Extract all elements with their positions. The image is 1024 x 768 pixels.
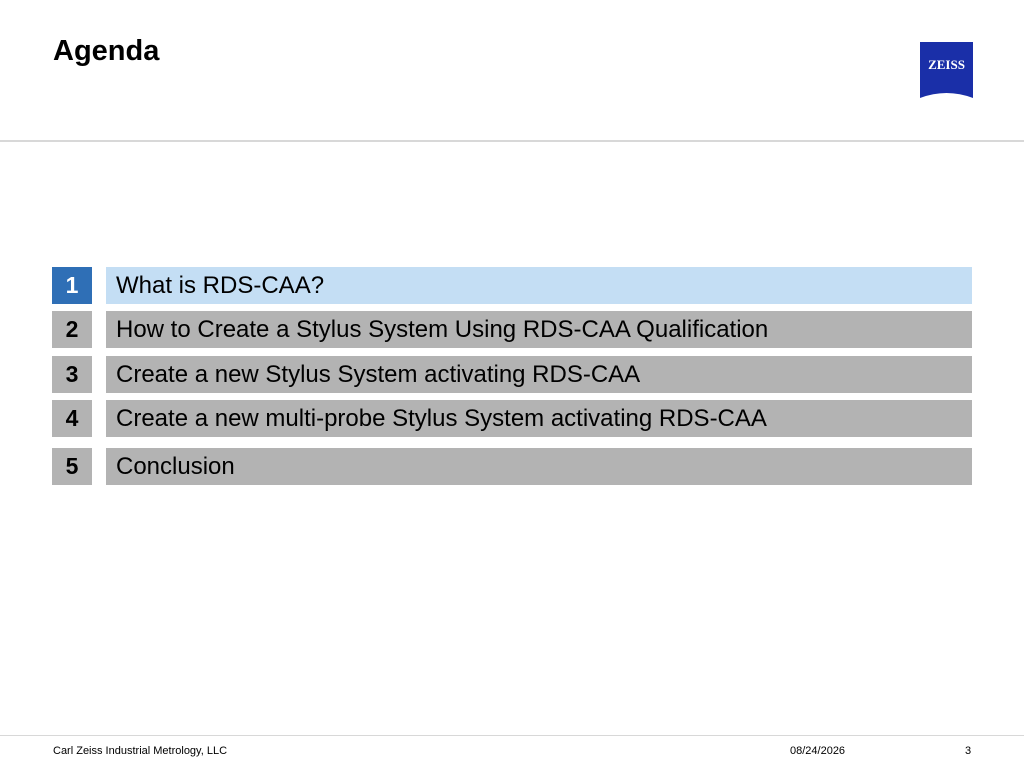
footer-date: 08/24/2026 bbox=[790, 745, 846, 757]
agenda-item-number: 5 bbox=[52, 448, 92, 485]
page-number: 3 bbox=[965, 745, 972, 757]
agenda-item-4[interactable] bbox=[52, 400, 972, 437]
header-divider bbox=[0, 140, 1024, 142]
agenda-item-number: 3 bbox=[52, 356, 92, 393]
slide-title: Agenda bbox=[53, 35, 160, 67]
agenda-item-number: 4 bbox=[52, 400, 92, 437]
agenda-item-3[interactable] bbox=[52, 356, 972, 393]
footer-company: Carl Zeiss Industrial Metrology, LLC bbox=[53, 745, 228, 757]
agenda-item-5[interactable] bbox=[52, 448, 972, 485]
agenda-item-number: 2 bbox=[52, 311, 92, 348]
agenda-item-label: Create a new Stylus System activating RDS-CAA bbox=[106, 356, 972, 393]
agenda-item-2[interactable] bbox=[52, 311, 972, 348]
agenda-item-1[interactable] bbox=[52, 267, 972, 304]
zeiss-logo bbox=[920, 42, 973, 98]
agenda-item-label: What is RDS-CAA? bbox=[106, 267, 972, 304]
agenda-item-label: Create a new multi-probe Stylus System activating RDS-CAA bbox=[106, 400, 972, 437]
agenda-item-number: 1 bbox=[52, 267, 92, 304]
agenda-item-label: Conclusion bbox=[106, 448, 972, 485]
logo-text: ZEISS bbox=[928, 57, 965, 72]
agenda-item-label: How to Create a Stylus System Using RDS-CAA Qualification bbox=[106, 311, 972, 348]
footer-divider bbox=[0, 735, 1024, 736]
